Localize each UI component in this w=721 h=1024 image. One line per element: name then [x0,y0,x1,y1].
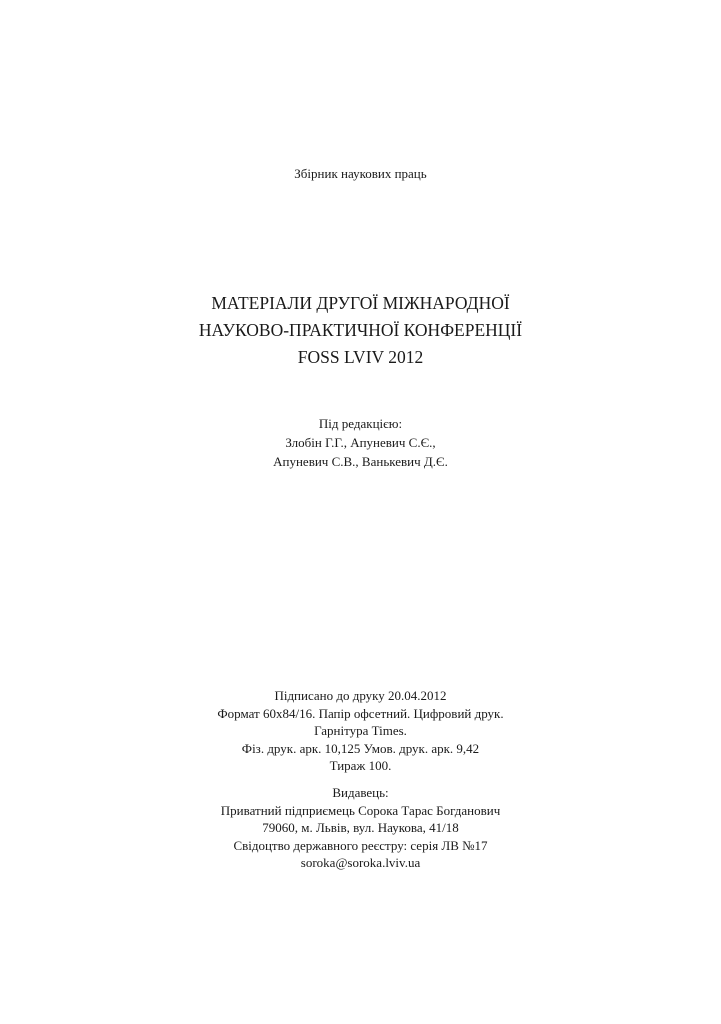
typeface-info: Гарнітура Times. [314,723,407,738]
format-info: Формат 60х84/16. Папір офсетний. Цифровий друк. [217,705,504,721]
publisher-address: 79060, м. Львів, вул. Наукова, 41/18 [262,820,459,835]
editors-line-1: Злобін Г.Г., Апуневич С.Є., [285,435,436,450]
publisher-block [0,784,721,872]
print-info-block [0,687,721,775]
publisher-name: Приватний підприємець Сорока Тарас Богданович [220,802,501,818]
title-line-2: НАУКОВО-ПРАКТИЧНОЇ КОНФЕРЕНЦІЇ [198,320,523,340]
title-line-3: FOSS LVIV 2012 [297,347,424,367]
editors-heading: Під редакцією: [318,416,403,431]
collection-subtitle: Збірник наукових праць [294,166,427,181]
conference-title-block [0,290,721,371]
collection-subtitle-block [0,165,721,183]
publisher-email: soroka@soroka.lviv.ua [300,855,421,870]
publisher-heading: Видавець: [332,785,389,800]
sheets-info: Фіз. друк. арк. 10,125 Умов. друк. арк. 9,42 [241,740,480,756]
editors-block [0,414,721,471]
signed-to-print: Підписано до друку 20.04.2012 [274,688,447,703]
editors-line-2: Апуневич С.В., Ванькевич Д.Є. [273,454,448,469]
circulation-info: Тираж 100. [329,758,392,773]
title-line-1: МАТЕРІАЛИ ДРУГОЇ МІЖНАРОДНОЇ [211,293,510,313]
publisher-certificate: Свідоцтво державного реєстру: серія ЛВ №17 [233,837,488,853]
